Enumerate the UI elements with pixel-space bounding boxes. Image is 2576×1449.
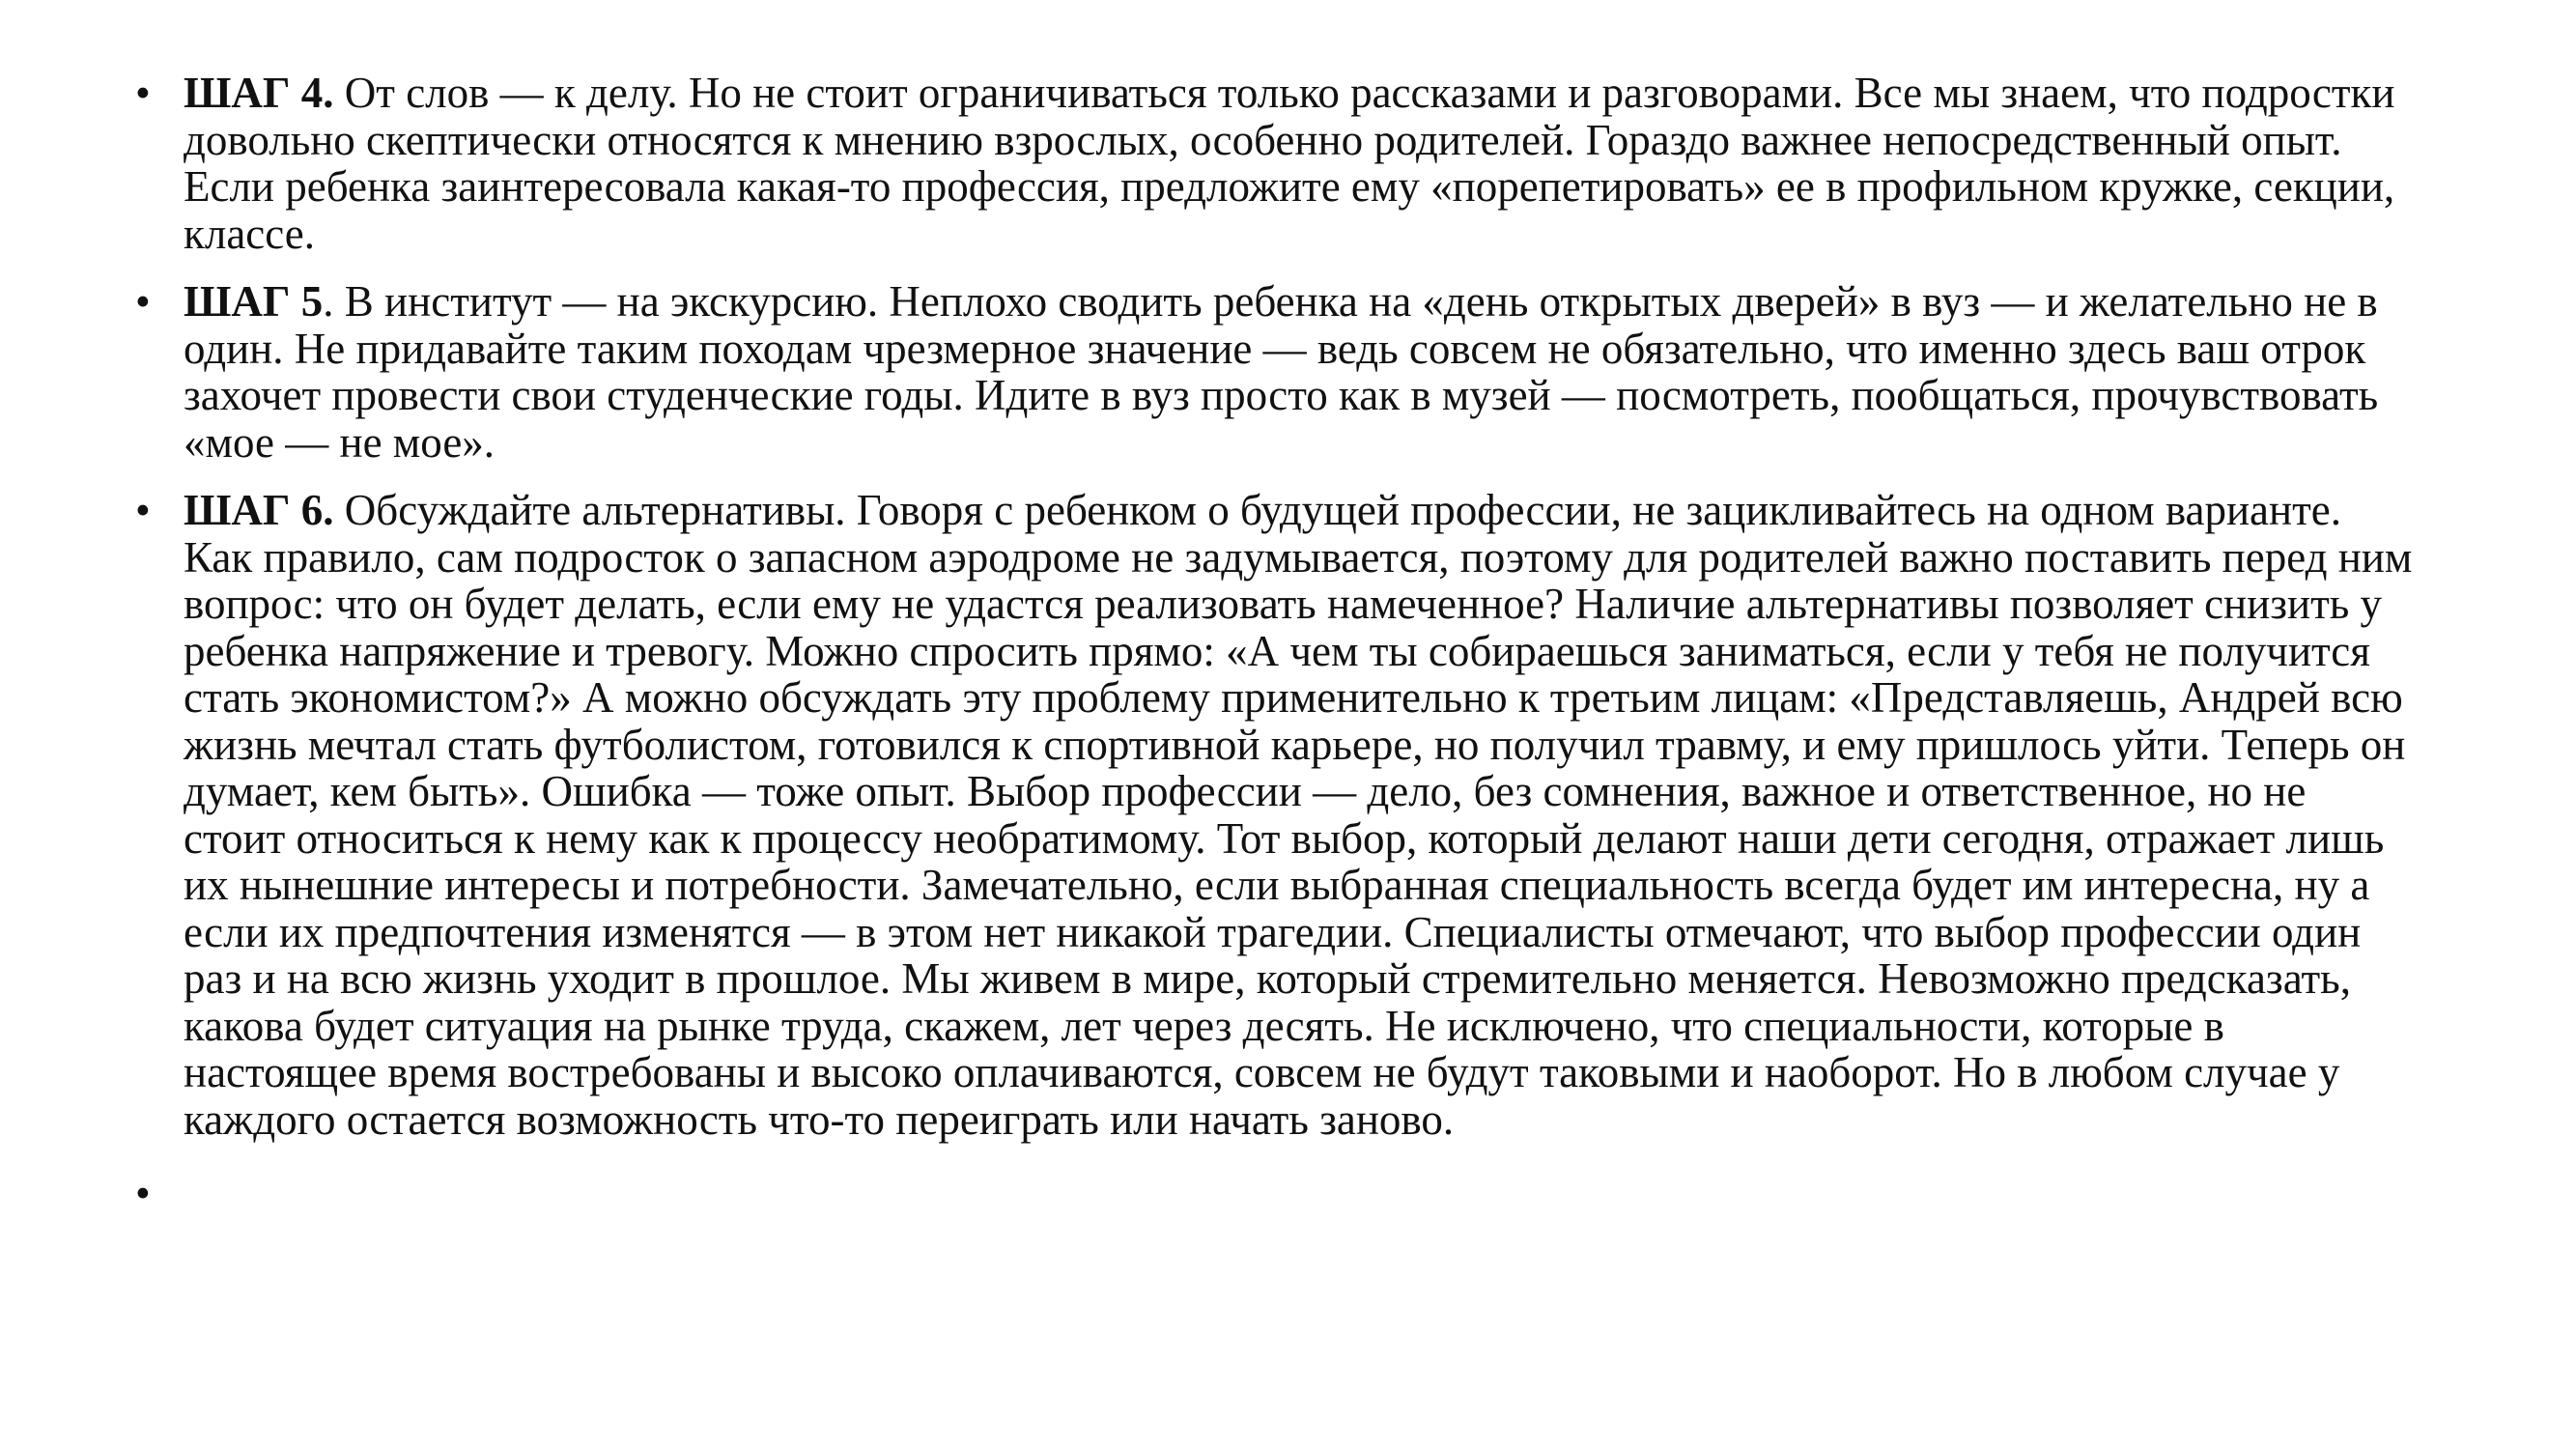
- bullet-marker: •: [135, 486, 151, 534]
- slide-content: [135, 70, 2415, 1238]
- bullet-marker: •: [135, 277, 151, 326]
- step-4-title: ШАГ 4.: [184, 69, 334, 117]
- step-4-text: От слов — к делу. Но не стоит ограничиваться только рассказами и разговорами. Все мы знаем, что подростки довольно скептически относятся к мнению взрослых, особенно родителей. Гораздо важнее непосредственный опыт. Если ребенка заинтересовала какая-то профессия, предложите ему «порепетировать» ее в профильном кружке, секции, классе.: [184, 69, 2395, 258]
- step-5-item: [135, 278, 2415, 466]
- step-4-item: [135, 70, 2415, 257]
- empty-bullet-item: [135, 1170, 2415, 1217]
- step-6-title: ШАГ 6.: [184, 486, 334, 534]
- step-5-title: ШАГ 5: [184, 277, 324, 326]
- step-4-separator: [334, 69, 345, 117]
- step-6-text: Обсуждайте альтернативы. Говоря с ребенком о будущей профессии, не зацикливайтесь на одном варианте. Как правило, сам подросток о запасном аэродроме не задумывается, поэтому для родителей важно поставить перед ним вопрос: что он будет делать, если ему не удастся реализовать намеченное? Наличие альтернативы позволяет снизить у ребенка напряжение и тревогу. Можно спросить прямо: «А чем ты собираешься заниматься, если у тебя не получится стать экономистом?» А можно обсуждать эту проблему применительно к третьим лицам: «Представляешь, Андрей всю жизнь мечтал стать футболистом, готовился к спортивной карьере, но получил травму, и ему пришлось уйти. Теперь он думает, кем быть». Ошибка — тоже опыт. Выбор профессии — дело, без сомнения, важное и ответственное, но не стоит относиться к нему как к процессу необратимому. Тот выбор, который делают наши дети сегодня, отражает лишь их нынешние интересы и потребности. Замечательно, если выбранная специальность всегда будет им интересна, ну а если их предпочтения изменятся — в этом нет никакой трагедии. Специалисты отмечают, что выбор профессии один раз и на всю жизнь уходит в прошлое. Мы живем в мире, который стремительно меняется. Невозможно предсказать, какова будет ситуация на рынке труда, скажем, лет через десять. Не исключено, что специальности, которые в настоящее время востребованы и высоко оплачиваются, совсем не будут таковыми и наоборот. Но в любом случае у каждого остается возможность что-то переиграть или начать заново.: [184, 486, 2413, 1144]
- bullet-list: [135, 70, 2415, 1217]
- step-5-text: . В институт — на экскурсию. Неплохо сводить ребенка на «день открытых дверей» в вуз — и желательно не в один. Не придавайте таким походам чрезмерное значение — ведь совсем не обязательно, что именно здесь ваш отрок захочет провести свои студенческие годы. Идите в вуз просто как в музей — посмотреть, пообщаться, прочувствовать «мое — не мое».: [184, 277, 2379, 467]
- bullet-marker: •: [135, 69, 151, 117]
- bullet-marker: •: [135, 1169, 151, 1217]
- step-6-separator: [334, 486, 345, 534]
- step-6-item: [135, 487, 2415, 1143]
